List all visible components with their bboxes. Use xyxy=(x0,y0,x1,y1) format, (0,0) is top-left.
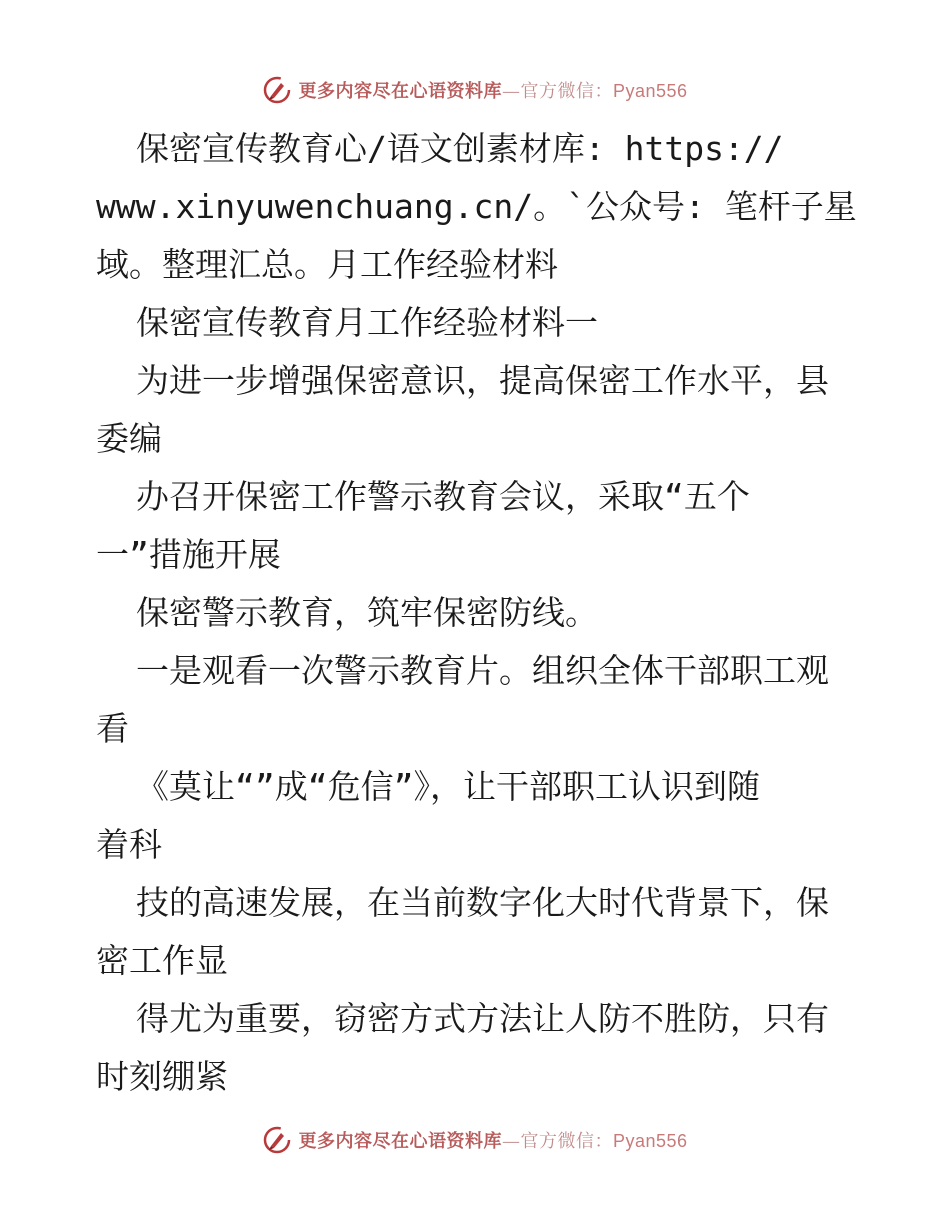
header-banner xyxy=(0,70,950,110)
text-line: 看 xyxy=(96,709,129,748)
banner-text xyxy=(298,1127,687,1153)
pen-nib-logo-icon xyxy=(262,75,292,105)
banner-text xyxy=(298,77,687,103)
text-line: 域。整理汇总。月工作经验材料 xyxy=(96,245,558,284)
banner-wechat-id: Pyan556 xyxy=(612,81,688,101)
banner-separator: — xyxy=(501,81,521,102)
banner-brand: 更多内容尽在心语资料库 xyxy=(298,81,502,102)
text-line: 密工作显 xyxy=(96,941,228,980)
banner-wechat-label: 官方微信： xyxy=(520,1131,613,1152)
text-line: 委编 xyxy=(96,419,162,458)
document-body xyxy=(96,120,856,1106)
banner-wechat-id: Pyan556 xyxy=(612,1131,688,1151)
banner-separator: — xyxy=(501,1131,521,1152)
text-line: 为进一步增强保密意识，提高保密工作水平，县 xyxy=(136,361,829,400)
banner-wechat-label: 官方微信： xyxy=(520,81,613,102)
text-line: 保密宣传教育心/语文创素材库: https:// xyxy=(136,129,784,168)
banner-brand: 更多内容尽在心语资料库 xyxy=(298,1131,502,1152)
pen-nib-logo-icon xyxy=(262,1125,292,1155)
footer-banner xyxy=(0,1120,950,1160)
text-line: 保密警示教育，筑牢保密防线。 xyxy=(136,593,598,632)
text-line: 办召开保密工作警示教育会议，采取“五个 xyxy=(136,477,750,516)
text-line: 得尤为重要，窃密方式方法让人防不胜防，只有 xyxy=(136,999,829,1038)
text-line: 着科 xyxy=(96,825,162,864)
text-line: 一”措施开展 xyxy=(96,535,281,574)
text-line: www.xinyuwenchuang.cn/。`公众号: 笔杆子星 xyxy=(96,187,857,226)
text-line: 一是观看一次警示教育片。组织全体干部职工观 xyxy=(136,651,829,690)
text-line: 保密宣传教育月工作经验材料一 xyxy=(136,303,598,342)
text-line: 时刻绷紧 xyxy=(96,1057,228,1096)
text-line: 技的高速发展，在当前数字化大时代背景下，保 xyxy=(136,883,829,922)
text-line: 《莫让“”成“危信”》，让干部职工认识到随 xyxy=(136,767,760,806)
